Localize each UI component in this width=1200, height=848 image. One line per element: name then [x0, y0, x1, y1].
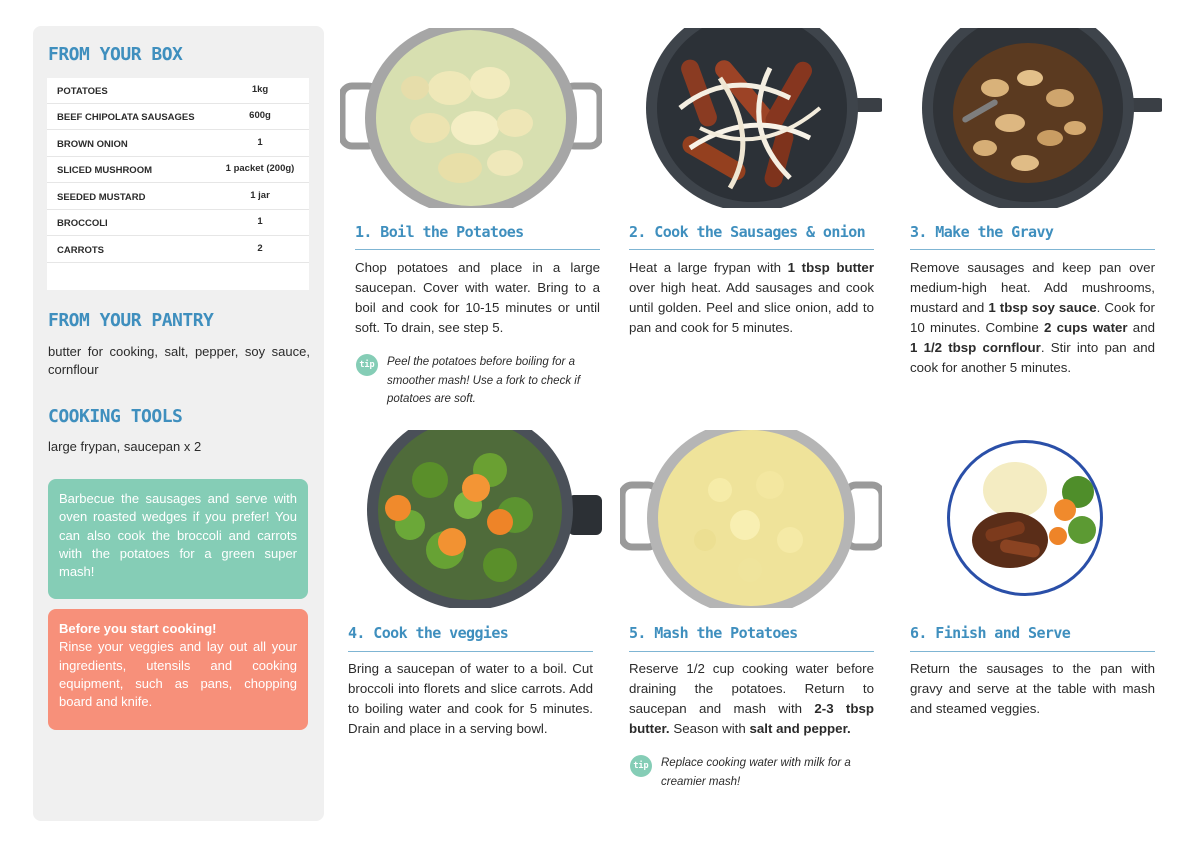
tools-text: large frypan, saucepan x 2 [48, 439, 202, 454]
ingredient-name: POTATOES [57, 86, 108, 97]
ingredient-qty: 1kg [251, 84, 269, 95]
serving-suggestion-text: Barbecue the sausages and serve with oven roasted wedges if you prefer! You can also cook the broccoli and carrots with the potatoes for a green super mash! [59, 491, 297, 580]
ingredient-name: SEEDED MUSTARD [57, 192, 146, 203]
before-cooking-heading: Before you start cooking! [59, 621, 217, 636]
step-body-emphasis: 1 1/2 tbsp cornflour [910, 340, 1041, 355]
step-6-title: 6. Finish and Serve [910, 624, 1071, 642]
ingredient-qty: 2 [257, 243, 263, 254]
step-5-tip: Replace cooking water with milk for a creamier mash! [661, 757, 851, 788]
step-body-emphasis: 1 tbsp soy sauce [988, 300, 1097, 315]
step-5-body [629, 659, 874, 739]
step-body-emphasis: salt and pepper. [749, 721, 851, 736]
step-body-text: Chop potatoes and place in a large saucepan. Cover with water. Bring to a boil and cook for 10-15 minutes or until soft. To drain, see step 5. [355, 260, 600, 335]
step-1-tip: Peel the potatoes before boiling for a smoother mash! Use a fork to check if potatoes are soft. [387, 356, 581, 405]
step-6-photo [900, 430, 1162, 608]
step-body-emphasis: 2-3 tbsp butter. [629, 701, 874, 736]
ingredient-row [47, 157, 309, 183]
step-2-body [629, 258, 874, 338]
step-3-divider [910, 249, 1155, 250]
ingredient-row [47, 184, 309, 210]
ingredient-row [47, 78, 309, 104]
ingredient-qty: 1 [257, 137, 263, 148]
step-body-text: and [1127, 320, 1155, 335]
step-1-title: 1. Boil the Potatoes [355, 223, 524, 241]
serving-suggestion-note [48, 479, 308, 599]
step-6-divider [910, 651, 1155, 652]
ingredient-qty: 1 [257, 216, 263, 227]
step-4-body [348, 659, 593, 739]
cooking-tools-title: COOKING TOOLS [48, 406, 183, 427]
before-cooking-text: Rinse your veggies and lay out all your ingredients, utensils and cooking equipment, such as pans, chopping board and knife. [59, 639, 297, 710]
step-body-text: . Stir into pan and cook for another 5 minutes. [910, 340, 1155, 375]
from-your-pantry-title: FROM YOUR PANTRY [48, 310, 214, 331]
step-2-divider [629, 249, 874, 250]
step-body-text: Reserve 1/2 cup cooking water before draining the potatoes. Return to saucepan and mash with [629, 661, 874, 716]
step-1-body [355, 258, 600, 338]
tip-badge: tip [356, 354, 378, 376]
ingredient-name: BEEF CHIPOLATA SAUSAGES [57, 112, 195, 123]
step-4-divider [348, 651, 593, 652]
ingredient-name: SLICED MUSHROOM [57, 165, 152, 176]
step-3-photo [900, 28, 1162, 208]
ingredient-name: CARROTS [57, 245, 104, 256]
ingredient-name: BROCCOLI [57, 218, 108, 229]
ingredient-row [47, 131, 309, 157]
step-6-body [910, 659, 1155, 719]
ingredient-row [47, 104, 309, 130]
ingredient-name: BROWN ONION [57, 139, 128, 150]
step-5-photo [620, 430, 882, 608]
before-cooking-note [48, 609, 308, 730]
step-3-title: 3. Make the Gravy [910, 223, 1054, 241]
ingredient-qty: 1 packet (200g) [225, 163, 295, 174]
step-body-text: Bring a saucepan of water to a boil. Cut broccoli into florets and slice carrots. Add to boiling water and cook for 5 minutes. Drain and place in a serving bowl. [348, 661, 593, 736]
step-body-text: Heat a large frypan with [629, 260, 788, 275]
step-body-text: over high heat. Add sausages and cook until golden. Peel and slice onion, add to pan and cook for 5 minutes. [629, 280, 874, 335]
step-5-title: 5. Mash the Potatoes [629, 624, 798, 642]
ingredient-row [47, 210, 309, 236]
ingredients-table [47, 78, 309, 290]
tip-badge: tip [630, 755, 652, 777]
ingredient-qty: 600g [249, 110, 271, 121]
step-1-divider [355, 249, 600, 250]
step-3-body [910, 258, 1155, 378]
step-1-photo [340, 28, 602, 208]
step-5-divider [629, 651, 874, 652]
step-2-title: 2. Cook the Sausages & onion [629, 223, 866, 241]
step-body-text: Season with [669, 721, 750, 736]
step-4-title: 4. Cook the veggies [348, 624, 509, 642]
ingredient-row [47, 237, 309, 263]
from-your-box-title: FROM YOUR BOX [48, 44, 183, 65]
step-body-text: . Cook for 10 minutes. Combine [910, 300, 1155, 335]
pantry-text: butter for cooking, salt, pepper, soy sauce, cornflour [48, 344, 310, 377]
step-2-photo [620, 28, 882, 208]
step-4-photo [340, 430, 602, 608]
step-body-emphasis: 1 tbsp butter [787, 260, 874, 275]
ingredient-qty: 1 jar [250, 190, 270, 201]
step-body-text: Return the sausages to the pan with gravy and serve at the table with mash and steamed veggies. [910, 661, 1155, 716]
step-body-emphasis: 2 cups water [1043, 320, 1128, 335]
step-body-text: Remove sausages and keep pan over medium-high heat. Add mushrooms, mustard and [910, 260, 1155, 315]
